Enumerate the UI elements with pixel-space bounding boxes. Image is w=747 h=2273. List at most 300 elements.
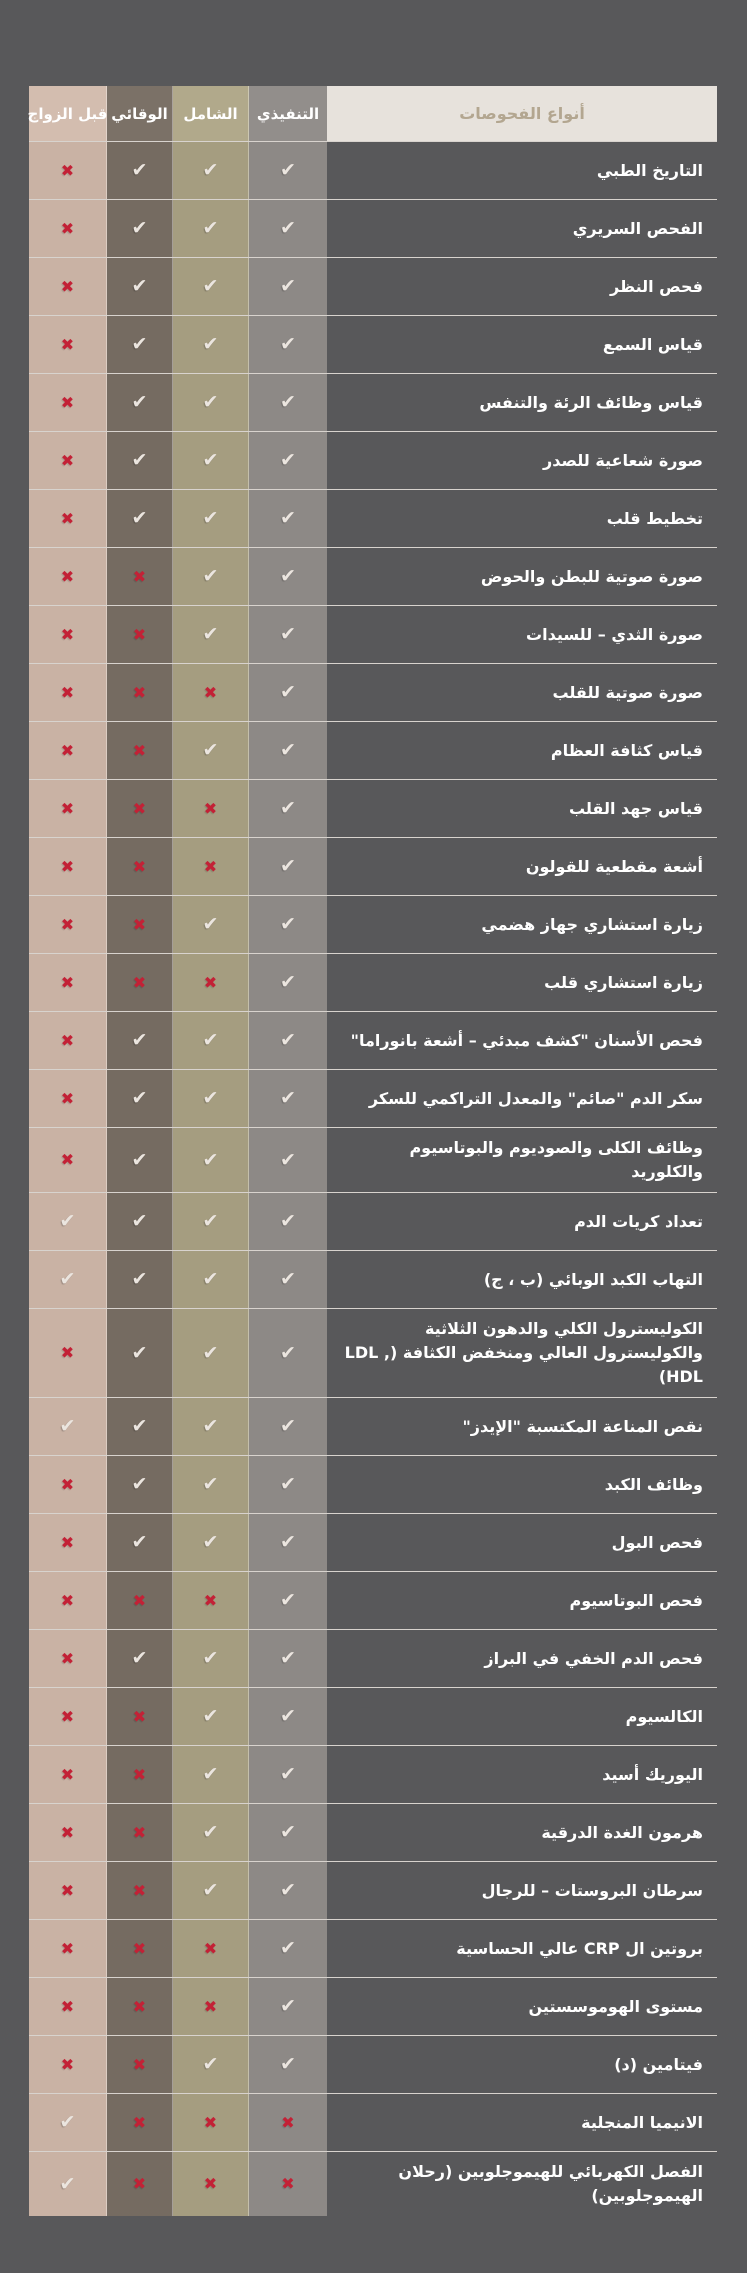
status-cell-premarital <box>29 838 107 895</box>
status-cell-executive <box>249 664 327 721</box>
table-row <box>29 257 717 315</box>
status-cell-preventive <box>107 374 173 431</box>
cross-icon: ✖ <box>60 1343 75 1362</box>
test-name: الانيميا المنجلية <box>581 2112 703 2132</box>
check-icon: ✔ <box>280 1705 296 1727</box>
status-cell-executive <box>249 1804 327 1861</box>
check-icon: ✔ <box>202 159 219 181</box>
cross-icon: ✖ <box>132 2174 147 2193</box>
cross-icon: ✖ <box>60 218 75 238</box>
status-cell-executive <box>249 374 327 431</box>
status-cell-premarital <box>29 1862 107 1919</box>
status-cell-executive <box>249 838 327 895</box>
check-icon: ✔ <box>280 1821 296 1843</box>
check-icon: ✔ <box>59 1268 76 1290</box>
status-cell-comprehensive <box>173 1630 249 1687</box>
check-icon: ✔ <box>280 1763 296 1785</box>
test-name: فحص الأسنان "كشف مبدئي – أشعة بانوراما" <box>350 1030 703 1050</box>
status-cell-premarital <box>29 1746 107 1803</box>
status-cell-preventive <box>107 606 173 663</box>
check-icon: ✔ <box>280 1879 296 1901</box>
status-cell-premarital <box>29 142 107 199</box>
test-name: قياس كثافة العظام <box>550 740 703 760</box>
table-row <box>29 547 717 605</box>
check-icon: ✔ <box>131 1210 148 1232</box>
cross-icon: ✖ <box>132 1996 147 2016</box>
table-row <box>29 1803 717 1861</box>
status-cell-executive <box>249 1012 327 1069</box>
column-header-label: التنفيذي <box>256 104 320 123</box>
test-name: فيتامين (د) <box>614 2054 703 2074</box>
cross-icon: ✖ <box>60 856 75 876</box>
check-icon: ✔ <box>280 1087 296 1109</box>
status-cell-comprehensive <box>173 954 249 1011</box>
check-icon: ✔ <box>280 2053 296 2075</box>
test-name: أشعة مقطعية للقولون <box>525 856 703 876</box>
column-header-executive <box>249 86 327 141</box>
cross-icon: ✖ <box>60 682 75 702</box>
check-icon: ✔ <box>202 913 219 935</box>
table-row <box>29 431 717 489</box>
status-cell-preventive <box>107 1746 173 1803</box>
cross-icon: ✖ <box>132 740 147 760</box>
test-name: صورة شعاعية للصدر <box>543 450 703 470</box>
cross-icon: ✖ <box>60 972 75 992</box>
table-row <box>29 895 717 953</box>
check-icon: ✔ <box>280 1029 296 1051</box>
status-cell-executive <box>249 1978 327 2035</box>
table-row <box>29 489 717 547</box>
test-name: الفحص السريري <box>572 218 703 238</box>
check-icon: ✔ <box>131 333 148 355</box>
cross-icon: ✖ <box>203 2174 218 2193</box>
check-icon: ✔ <box>202 1087 219 1109</box>
test-name: تعداد كريات الدم <box>574 1211 703 1231</box>
status-cell-preventive <box>107 1688 173 1745</box>
table-row <box>29 1250 717 1308</box>
test-name: مستوى الهوموسستين <box>528 1996 703 2016</box>
status-cell-executive <box>249 722 327 779</box>
cross-icon: ✖ <box>281 2174 295 2193</box>
cross-icon: ✖ <box>203 856 218 876</box>
status-cell-premarital <box>29 780 107 837</box>
cross-icon: ✖ <box>60 1764 75 1784</box>
check-icon: ✔ <box>131 1531 148 1553</box>
status-cell-comprehensive <box>173 1572 249 1629</box>
status-cell-comprehensive <box>173 1070 249 1127</box>
check-icon: ✔ <box>280 1937 296 1959</box>
table-row <box>29 953 717 1011</box>
status-cell-preventive <box>107 1070 173 1127</box>
status-cell-comprehensive <box>173 548 249 605</box>
test-name: زيارة استشاري قلب <box>544 972 703 992</box>
column-header-preventive <box>107 86 173 141</box>
status-cell-preventive <box>107 2094 173 2151</box>
table-row <box>29 2035 717 2093</box>
test-name: فحص الدم الخفي في البراز <box>484 1648 703 1668</box>
cross-icon: ✖ <box>132 1938 147 1958</box>
check-icon: ✔ <box>280 1268 296 1290</box>
check-icon: ✔ <box>202 1210 219 1232</box>
check-icon: ✔ <box>202 1647 219 1669</box>
status-cell-executive <box>249 548 327 605</box>
status-cell-executive <box>249 1862 327 1919</box>
check-icon: ✔ <box>59 2172 76 2195</box>
check-icon: ✔ <box>131 1415 148 1437</box>
status-cell-preventive <box>107 1309 173 1397</box>
status-cell-premarital <box>29 1688 107 1745</box>
table-row <box>29 1127 717 1192</box>
check-icon: ✔ <box>131 1647 148 1669</box>
cross-icon: ✖ <box>132 1822 147 1842</box>
cross-icon: ✖ <box>132 682 147 702</box>
status-cell-executive <box>249 490 327 547</box>
check-icon: ✔ <box>280 971 296 993</box>
check-icon: ✔ <box>202 1879 219 1901</box>
status-cell-premarital <box>29 200 107 257</box>
cross-icon: ✖ <box>132 1706 147 1726</box>
column-header-comprehensive <box>173 86 249 141</box>
test-name: الكوليسترول الكلي والدهون الثلاثية والكوليسترول العالي ومنخفض الكثافة (LDL , HDL) <box>344 1319 703 1386</box>
check-icon: ✔ <box>280 913 296 935</box>
table-header <box>29 86 717 141</box>
status-cell-premarital <box>29 722 107 779</box>
check-icon: ✔ <box>202 217 219 239</box>
status-cell-preventive <box>107 200 173 257</box>
status-cell-comprehensive <box>173 606 249 663</box>
check-icon: ✔ <box>131 507 148 529</box>
status-cell-executive <box>249 258 327 315</box>
status-cell-premarital <box>29 2036 107 2093</box>
test-name: صورة صوتية للبطن والحوض <box>480 566 703 586</box>
check-icon: ✔ <box>131 1029 148 1051</box>
check-icon: ✔ <box>280 1415 296 1437</box>
cross-icon: ✖ <box>60 1150 75 1169</box>
status-cell-executive <box>249 2152 327 2216</box>
check-icon: ✔ <box>202 391 219 413</box>
check-icon: ✔ <box>131 1148 148 1171</box>
status-cell-preventive <box>107 2036 173 2093</box>
status-cell-comprehensive <box>173 1978 249 2035</box>
status-cell-premarital <box>29 432 107 489</box>
check-icon: ✔ <box>202 1268 219 1290</box>
check-icon: ✔ <box>280 855 296 877</box>
check-icon: ✔ <box>280 1210 296 1232</box>
cross-icon: ✖ <box>60 1648 75 1668</box>
status-cell-preventive <box>107 1920 173 1977</box>
test-name: نقص المناعة المكتسبة "الإيدز" <box>462 1416 703 1436</box>
status-cell-premarital <box>29 1572 107 1629</box>
status-cell-comprehensive <box>173 2152 249 2216</box>
status-cell-executive <box>249 780 327 837</box>
status-cell-premarital <box>29 1630 107 1687</box>
status-cell-comprehensive <box>173 1862 249 1919</box>
status-cell-comprehensive <box>173 780 249 837</box>
status-cell-executive <box>249 1920 327 1977</box>
test-name: قياس وظائف الرئة والتنفس <box>479 392 703 412</box>
cross-icon: ✖ <box>203 1938 218 1958</box>
status-cell-premarital <box>29 1309 107 1397</box>
status-cell-preventive <box>107 1862 173 1919</box>
check-icon: ✔ <box>202 449 219 471</box>
status-cell-premarital <box>29 1978 107 2035</box>
status-cell-executive <box>249 1746 327 1803</box>
status-cell-comprehensive <box>173 2036 249 2093</box>
cross-icon: ✖ <box>132 1764 147 1784</box>
check-icon: ✔ <box>280 565 296 587</box>
status-cell-preventive <box>107 1456 173 1513</box>
status-cell-executive <box>249 1193 327 1250</box>
check-icon: ✔ <box>131 159 148 181</box>
check-icon: ✔ <box>280 333 296 355</box>
status-cell-comprehensive <box>173 374 249 431</box>
table-row <box>29 1687 717 1745</box>
table-row <box>29 663 717 721</box>
status-cell-premarital <box>29 606 107 663</box>
cross-icon: ✖ <box>132 1590 147 1610</box>
cross-icon: ✖ <box>60 1938 75 1958</box>
check-icon: ✔ <box>280 1531 296 1553</box>
status-cell-comprehensive <box>173 258 249 315</box>
status-cell-executive <box>249 432 327 489</box>
status-cell-preventive <box>107 1398 173 1455</box>
check-icon: ✔ <box>202 1473 219 1495</box>
table-row <box>29 1861 717 1919</box>
check-icon: ✔ <box>202 1148 219 1171</box>
status-cell-preventive <box>107 1572 173 1629</box>
status-cell-comprehensive <box>173 1309 249 1397</box>
cross-icon: ✖ <box>132 914 147 934</box>
table-row <box>29 1513 717 1571</box>
test-name: الفصل الكهربائي للهيموجلوبين (رحلان الهيموجلوبين) <box>398 2162 703 2205</box>
status-cell-preventive <box>107 664 173 721</box>
status-cell-comprehensive <box>173 2094 249 2151</box>
table-row <box>29 1308 717 1397</box>
table-row <box>29 605 717 663</box>
column-header-premarital <box>29 86 107 141</box>
column-header-label: قبل الزواج <box>27 104 108 123</box>
test-name: قياس جهد القلب <box>568 798 703 818</box>
status-cell-premarital <box>29 1128 107 1192</box>
check-icon: ✔ <box>131 217 148 239</box>
check-icon: ✔ <box>202 1341 219 1364</box>
test-name: سكر الدم "صائم" والمعدل التراكمي للسكر <box>368 1088 703 1108</box>
status-cell-premarital <box>29 1514 107 1571</box>
table-row <box>29 141 717 199</box>
cross-icon: ✖ <box>60 914 75 934</box>
cross-icon: ✖ <box>203 1996 218 2016</box>
status-cell-executive <box>249 1309 327 1397</box>
status-cell-preventive <box>107 896 173 953</box>
status-cell-executive <box>249 2094 327 2151</box>
test-name: بروتين ال CRP عالي الحساسية <box>456 1938 703 1958</box>
check-icon: ✔ <box>280 1589 296 1611</box>
check-icon: ✔ <box>131 1087 148 1109</box>
status-cell-premarital <box>29 2152 107 2216</box>
status-cell-premarital <box>29 896 107 953</box>
table-row <box>29 1011 717 1069</box>
status-cell-comprehensive <box>173 490 249 547</box>
table-row <box>29 199 717 257</box>
table-row <box>29 779 717 837</box>
check-icon: ✔ <box>202 333 219 355</box>
test-name: فحص النظر <box>610 276 703 296</box>
status-cell-preventive <box>107 316 173 373</box>
test-name: وظائف الكلى والصوديوم والبوتاسيوم والكلوريد <box>409 1138 703 1181</box>
table-row <box>29 315 717 373</box>
status-cell-executive <box>249 1070 327 1127</box>
test-name: قياس السمع <box>602 334 703 354</box>
table-row <box>29 1629 717 1687</box>
status-cell-premarital <box>29 258 107 315</box>
check-icon: ✔ <box>202 2053 219 2075</box>
check-icon: ✔ <box>202 507 219 529</box>
status-cell-executive <box>249 1251 327 1308</box>
status-cell-premarital <box>29 1456 107 1513</box>
status-cell-preventive <box>107 1193 173 1250</box>
check-icon: ✔ <box>280 739 296 761</box>
status-cell-premarital <box>29 1398 107 1455</box>
status-cell-executive <box>249 1514 327 1571</box>
status-cell-comprehensive <box>173 432 249 489</box>
check-icon: ✔ <box>202 1415 219 1437</box>
check-icon: ✔ <box>59 1415 76 1437</box>
table-row <box>29 1455 717 1513</box>
check-icon: ✔ <box>280 217 296 239</box>
status-cell-comprehensive <box>173 1398 249 1455</box>
cross-icon: ✖ <box>60 1706 75 1726</box>
check-icon: ✔ <box>280 797 296 819</box>
table-row <box>29 721 717 779</box>
status-cell-premarital <box>29 664 107 721</box>
checkup-comparison-table <box>29 86 717 2216</box>
cross-icon: ✖ <box>132 856 147 876</box>
check-icon: ✔ <box>202 623 219 645</box>
check-icon: ✔ <box>202 1705 219 1727</box>
test-name: زيارة استشاري جهاز هضمي <box>481 914 703 934</box>
status-cell-preventive <box>107 1804 173 1861</box>
status-cell-preventive <box>107 722 173 779</box>
cross-icon: ✖ <box>132 2112 147 2132</box>
table-row <box>29 1192 717 1250</box>
status-cell-comprehensive <box>173 1128 249 1192</box>
cross-icon: ✖ <box>60 508 75 528</box>
status-cell-premarital <box>29 1804 107 1861</box>
table-row <box>29 1919 717 1977</box>
status-cell-preventive <box>107 258 173 315</box>
column-header-label: الشامل <box>183 104 238 123</box>
status-cell-comprehensive <box>173 1514 249 1571</box>
status-cell-premarital <box>29 1070 107 1127</box>
table-row <box>29 1571 717 1629</box>
status-cell-executive <box>249 316 327 373</box>
check-icon: ✔ <box>280 1473 296 1495</box>
cross-icon: ✖ <box>60 1996 75 2016</box>
status-cell-comprehensive <box>173 1746 249 1803</box>
test-name: تخطيط قلب <box>606 508 703 528</box>
test-name: التاريخ الطبي <box>596 160 703 180</box>
status-cell-premarital <box>29 374 107 431</box>
cross-icon: ✖ <box>132 972 147 992</box>
check-icon: ✔ <box>202 739 219 761</box>
check-icon: ✔ <box>280 623 296 645</box>
status-cell-executive <box>249 1128 327 1192</box>
status-cell-premarital <box>29 1920 107 1977</box>
status-cell-premarital <box>29 1012 107 1069</box>
test-name: صورة صوتية للقلب <box>552 682 703 702</box>
status-cell-preventive <box>107 2152 173 2216</box>
table-row <box>29 1069 717 1127</box>
check-icon: ✔ <box>131 1341 148 1364</box>
cross-icon: ✖ <box>60 392 75 412</box>
status-cell-executive <box>249 2036 327 2093</box>
check-icon: ✔ <box>131 275 148 297</box>
status-cell-comprehensive <box>173 1193 249 1250</box>
status-cell-preventive <box>107 1128 173 1192</box>
status-cell-premarital <box>29 490 107 547</box>
check-icon: ✔ <box>280 1647 296 1669</box>
tests-header-cell <box>327 86 717 141</box>
test-name: فحص البوتاسيوم <box>569 1590 703 1610</box>
table-row <box>29 1977 717 2035</box>
status-cell-preventive <box>107 1251 173 1308</box>
check-icon: ✔ <box>59 1210 76 1232</box>
check-icon: ✔ <box>202 1029 219 1051</box>
status-cell-premarital <box>29 316 107 373</box>
cross-icon: ✖ <box>60 566 75 586</box>
cross-icon: ✖ <box>60 798 75 818</box>
tests-header-label: أنواع الفحوصات <box>459 103 585 123</box>
cross-icon: ✖ <box>60 1880 75 1900</box>
check-icon: ✔ <box>280 1148 296 1171</box>
status-cell-executive <box>249 1630 327 1687</box>
status-cell-preventive <box>107 954 173 1011</box>
status-cell-comprehensive <box>173 1251 249 1308</box>
status-cell-preventive <box>107 780 173 837</box>
check-icon: ✔ <box>280 507 296 529</box>
check-icon: ✔ <box>280 1995 296 2017</box>
table-row <box>29 1397 717 1455</box>
cross-icon: ✖ <box>60 450 75 470</box>
test-name: هرمون الغدة الدرقية <box>541 1822 703 1842</box>
status-cell-comprehensive <box>173 1012 249 1069</box>
status-cell-comprehensive <box>173 200 249 257</box>
check-icon: ✔ <box>202 565 219 587</box>
check-icon: ✔ <box>131 1268 148 1290</box>
check-icon: ✔ <box>202 1763 219 1785</box>
test-name: فحص البول <box>611 1532 703 1552</box>
cross-icon: ✖ <box>203 972 218 992</box>
status-cell-preventive <box>107 432 173 489</box>
status-cell-preventive <box>107 1978 173 2035</box>
cross-icon: ✖ <box>203 1590 218 1610</box>
cross-icon: ✖ <box>203 798 218 818</box>
status-cell-premarital <box>29 2094 107 2151</box>
cross-icon: ✖ <box>60 740 75 760</box>
cross-icon: ✖ <box>60 1532 75 1552</box>
test-name: الكالسيوم <box>625 1706 703 1726</box>
status-cell-executive <box>249 142 327 199</box>
status-cell-comprehensive <box>173 722 249 779</box>
status-cell-preventive <box>107 1012 173 1069</box>
status-cell-preventive <box>107 490 173 547</box>
cross-icon: ✖ <box>132 624 147 644</box>
status-cell-executive <box>249 954 327 1011</box>
check-icon: ✔ <box>280 275 296 297</box>
cross-icon: ✖ <box>281 2112 295 2132</box>
cross-icon: ✖ <box>60 160 75 180</box>
cross-icon: ✖ <box>203 682 218 702</box>
